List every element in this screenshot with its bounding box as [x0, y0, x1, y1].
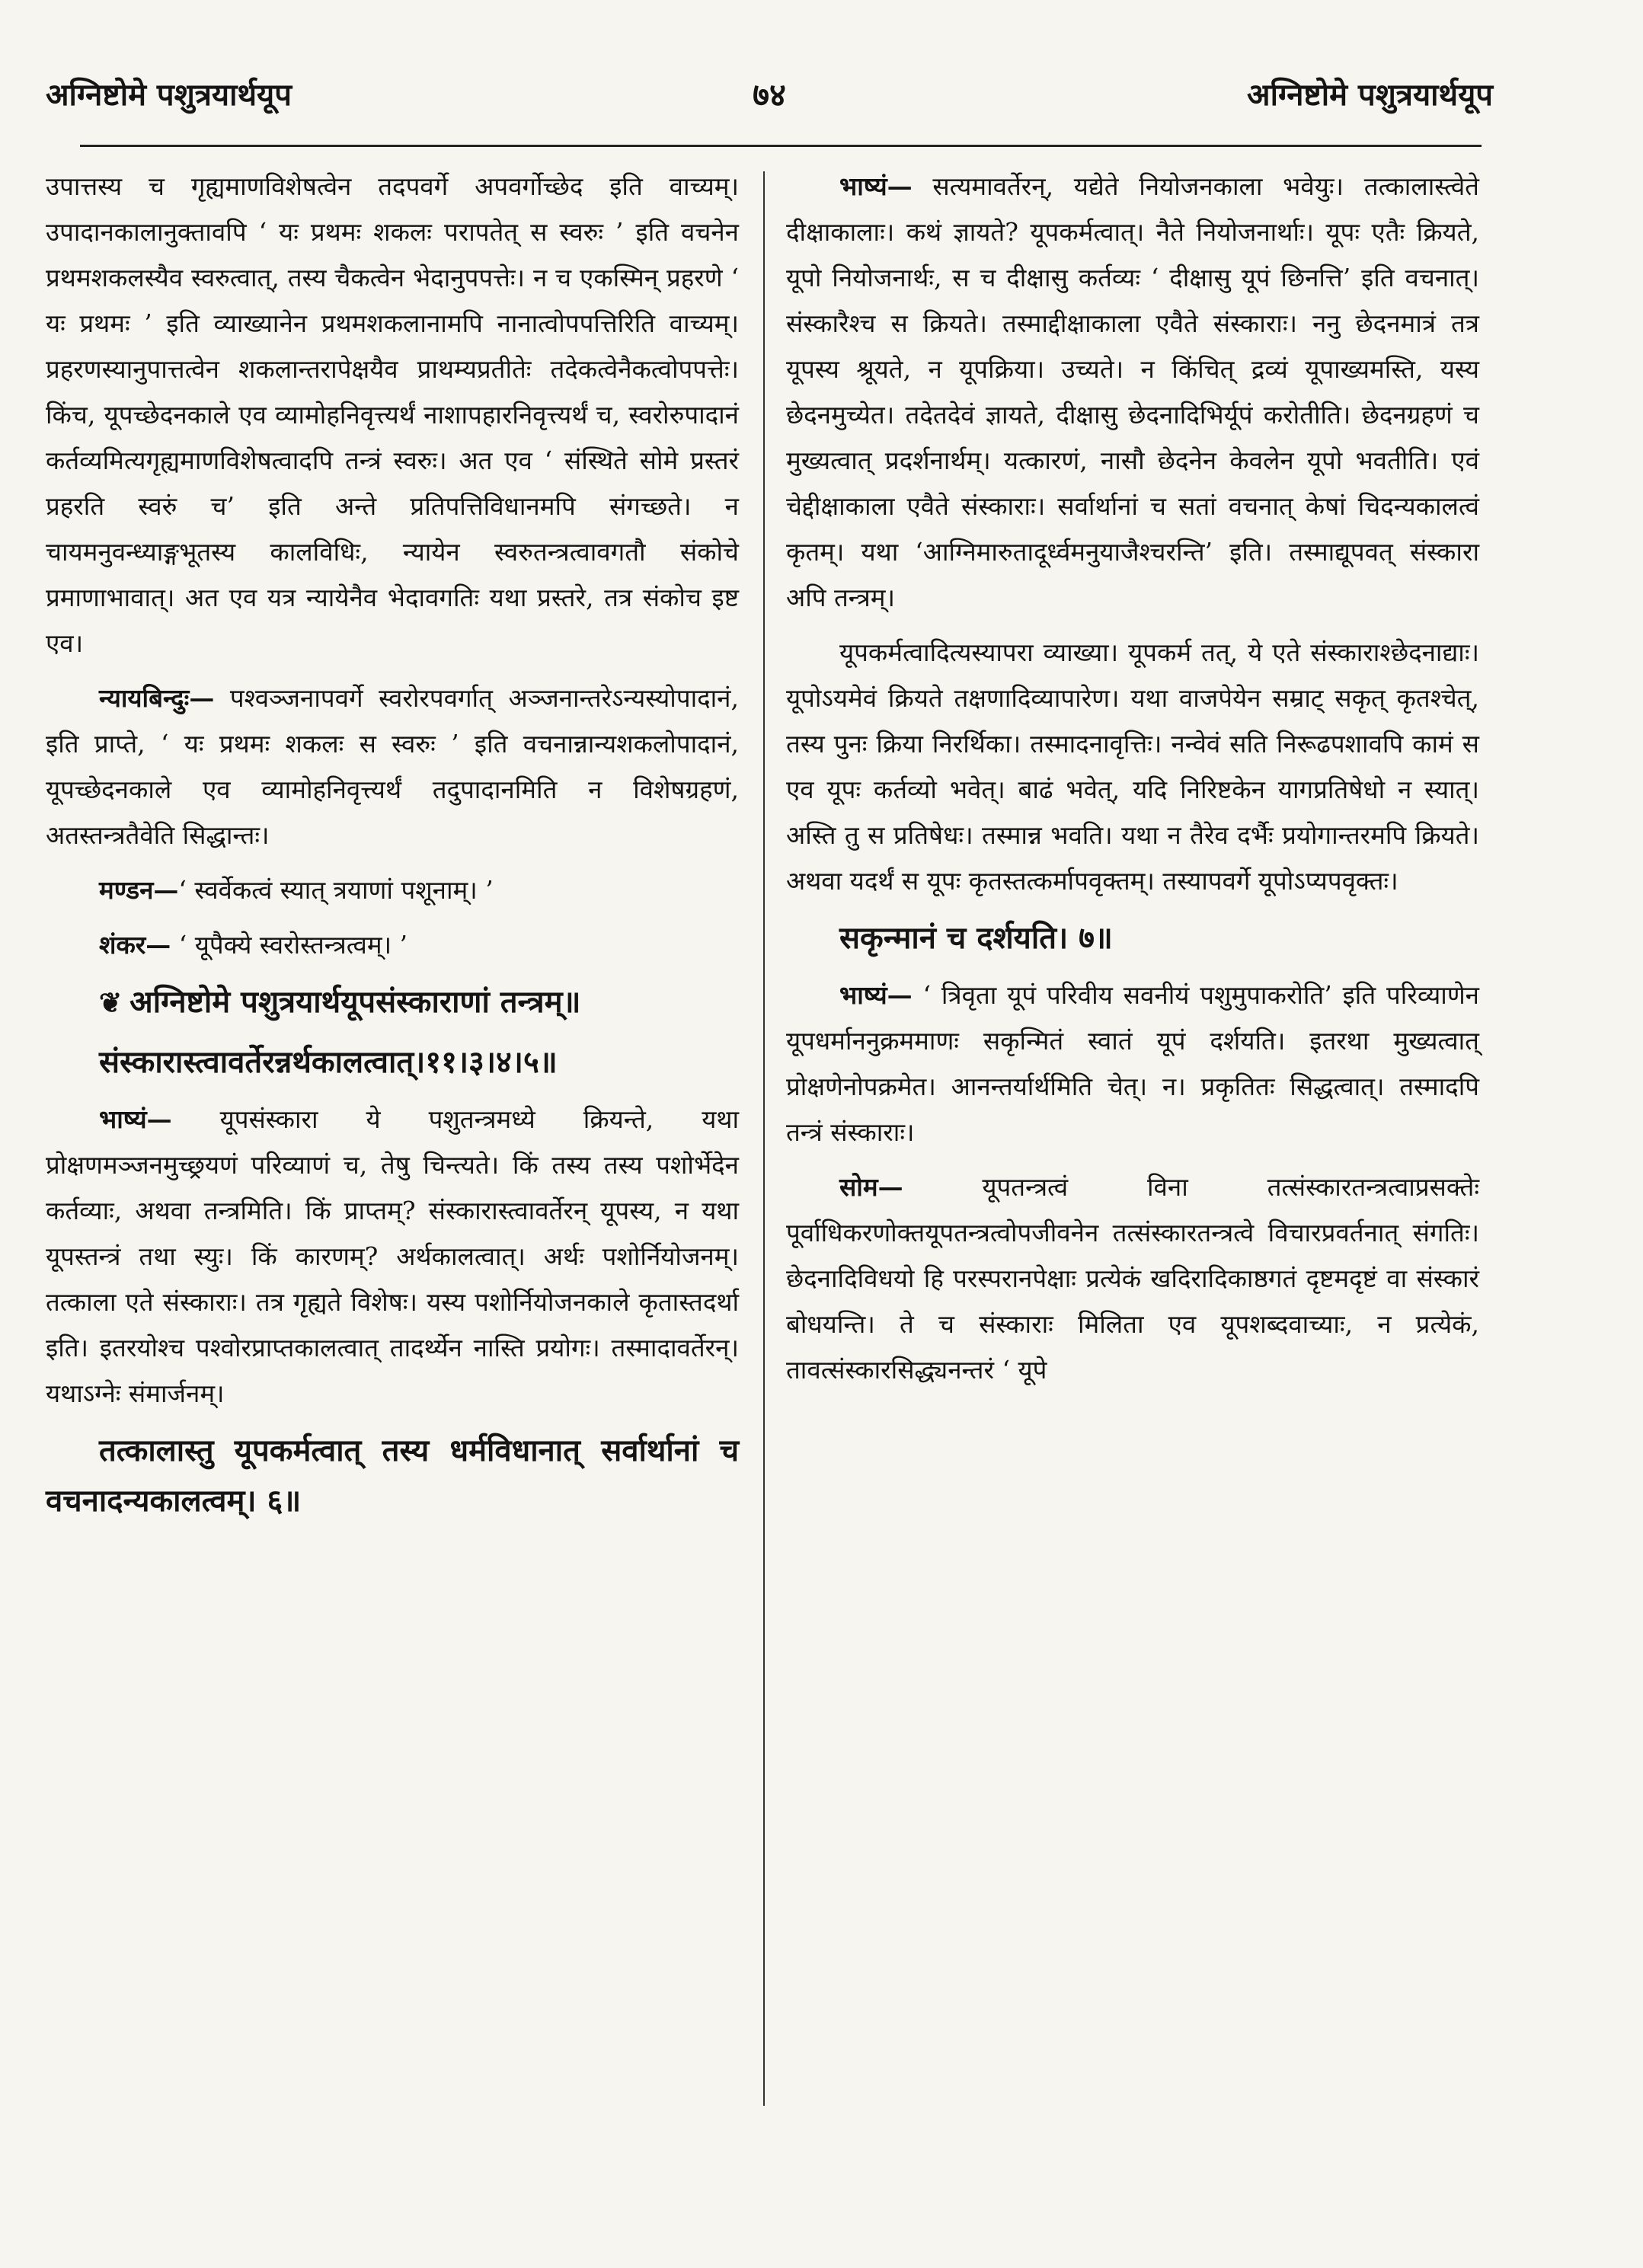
soma-paragraph	[786, 1164, 1479, 1393]
nyayabindu-text: पश्वञ्जनापवर्गे स्वरोरपवर्गात् अञ्जनान्तरेऽन्यस्योपादानं, इति प्राप्ते, ‘ यः प्रथमः शकलः स स्वरुः ’ इति वचनान्नान्यशकलोपादानं, यूपच्छेदनकाले एव व्यामोहनिवृत्त्यर्थं तदुपादानमिति न विशेषग्रहणं, अतस्तन्त्रतैवेति सिद्धान्तः।	[46, 683, 739, 850]
section-ornament-icon: ❦	[99, 987, 123, 1019]
right-column	[786, 164, 1479, 1402]
header-rule	[80, 145, 1482, 147]
header-left-title: अग्निष्टोमे पशुत्रयार्थयूप	[46, 77, 292, 113]
header-right-title: अग्निष्टोमे पशुत्रयार्थयूप	[1247, 77, 1493, 113]
mandana-paragraph	[46, 867, 739, 913]
adhikarana-title	[46, 977, 739, 1028]
shankara-paragraph	[46, 922, 739, 968]
shankara-label: शंकर—	[99, 930, 171, 960]
bhashya-6-text: सत्यमावर्तेरन्, यद्येते नियोजनकाला भवेयुः। तत्कालास्त्वेते दीक्षाकालाः। कथं ज्ञायते? यूपकर्मत्वात्। नैते नियोजनार्थाः। यूपः एतैः क्रियते, यूपो नियोजनार्थः, स च दीक्षासु कर्तव्यः ‘ दीक्षासु यूपं छिनत्ति’ इति वचनात्। संस्कारैश्च स क्रियते। तस्माद्दीक्षाकाला एवैते संस्काराः। ननु छेदनमात्रं तत्र यूपस्य श्रूयते, न यूपक्रिया। उच्यते। न किंचित् द्रव्यं यूपाख्यमस्ति, यस्य छेदनमुच्येत। तदेतदेवं ज्ञायते, दीक्षासु छेदनादिभिर्यूपं करोतीति। छेदनग्रहणं च मुख्यत्वात् प्रदर्शनार्थम्। यत्कारणं, नासौ छेदनेन केवलेन यूपो भवतीति। एवं चेद्दीक्षाकाला एवैते संस्काराः। सर्वार्थानां च सतां वचनात् केषां चिदन्यकालत्वं कृतम्। यथा ‘आग्निमारुतादूर्ध्वमनुयाजैश्चरन्ति’ इति। तस्माद्यूपवत् संस्कारा अपि तन्त्रम्।	[786, 171, 1479, 612]
bhashya-7-label: भाष्यं—	[839, 980, 913, 1010]
bhashya-7-paragraph	[786, 973, 1479, 1155]
shankara-text: ‘ यूपैक्ये स्वरोस्तन्त्रत्वम्। ’	[171, 930, 408, 960]
sutra-6: तत्कालास्तु यूपकर्मत्वात् तस्य धर्मविधानात् सर्वार्थानां च वचनादन्यकालत्वम्। ६॥	[46, 1433, 739, 1519]
bhashya-6-label: भाष्यं—	[839, 171, 913, 201]
left-paragraph-1: उपात्तस्य च गृह्यमाणविशेषत्वेन तदपवर्गे अपवर्गोच्छेद इति वाच्यम्। उपादानकालानुक्तावपि ‘ यः प्रथमः शकलः परापतेत् स स्वरुः ’ इति वचनेन प्रथमशकलस्यैव स्वरुत्वात्, तस्य चैकत्वेन भेदानुपपत्तेः। न च एकस्मिन् प्रहरणे ‘ यः प्रथमः ’ इति व्याख्यानेन प्रथमशकलानामपि नानात्वोपपत्तिरिति वाच्यम्। प्रहरणस्यानुपात्तत्वेन शकलान्तरापेक्षयैव प्राथम्यप्रतीतेः तदेकत्वेनैकत्वोपपत्तेः। किंच, यूपच्छेदनकाले एव व्यामोहनिवृत्त्यर्थं नाशापहारनिवृत्त्यर्थं च, स्वरोरुपादानं कर्तव्यमित्यगृह्यमाणविशेषत्वादपि तन्त्रं स्वरुः। अत एव ‘ संस्थिते सोमे प्रस्तरं प्रहरति स्वरुं च’ इति अन्ते प्रतिपत्तिविधानमपि संगच्छते। न चायमनुवन्ध्याङ्गभूतस्य कालविधिः, न्यायेन स्वरुतन्त्रत्वावगतौ संकोचे प्रमाणाभावात्। अत एव यत्र न्यायेनैव भेदावगतिः यथा प्रस्तरे, तत्र संकोच इष्ट एव।	[46, 171, 739, 658]
adhikarana-title-text: अग्निष्टोमे पशुत्रयार्थयूपसंस्काराणां तन्त्रम्॥	[129, 984, 581, 1020]
column-divider	[763, 171, 765, 2106]
mandana-text: ‘ स्वर्वेकत्वं स्यात् त्रयाणां पशूनाम्। ’	[178, 875, 494, 905]
page-number: ७४	[753, 76, 786, 113]
soma-label: सोम—	[839, 1172, 903, 1202]
nyayabindu-label: न्यायबिन्दुः—	[99, 683, 215, 713]
bhashya-5-label: भाष्यं—	[99, 1104, 172, 1134]
bhashya-5-text: यूपसंस्कारा ये पशुतन्त्रमध्ये क्रियन्ते, यथा प्रोक्षणमञ्जनमुच्छ्रयणं परिव्याणं च, तेषु चिन्त्यते। किं तस्य तस्य पशोर्भेदेन कर्तव्याः, अथवा तन्त्रमिति। किं प्राप्तम्? संस्कारास्त्वावर्तेरन् यूपस्य, न यथा यूपस्तन्त्रं तथा स्युः। किं कारणम्? अर्थकालत्वात्। अर्थः पशोर्नियोजनम्। तत्काला एते संस्काराः। तत्र गृह्यते विशेषः। यस्य पशोर्नियोजनकाले कृतास्तदर्था इति। इतरयोश्च पश्वोरप्राप्तकालत्वात् तादर्थ्येन नास्ति प्रयोगः। तस्मादावर्तेरन्। यथाऽग्नेः संमार्जनम्।	[46, 1104, 739, 1408]
soma-text: यूपतन्त्रत्वं विना तत्संस्कारतन्त्रत्वाप्रसक्तेः पूर्वाधिकरणोक्तयूपतन्त्रत्वोपजीवनेन तत्संस्कारतन्त्रत्वे विचारप्रवर्तनात् संगतिः। छेदनादिविधयो हि परस्परानपेक्षाः प्रत्येकं खदिरादिकाष्ठगतं दृष्टमदृष्टं वा संस्कारं बोधयन्ति। ते च संस्काराः मिलिता एव यूपशब्दवाच्याः, न प्रत्येकं, तावत्संस्कारसिद्ध्यनन्तरं ‘ यूपे	[786, 1172, 1479, 1385]
alternate-explanation-paragraph: यूपकर्मत्वादित्यस्यापरा व्याख्या। यूपकर्म तत्, ये एते संस्काराश्छेदनाद्याः। यूपोऽयमेवं क्रियते तक्षणादिव्यापारेण। यथा वाजपेयेन सम्राट् सकृत् कृतश्चेत्, तस्य पुनः क्रिया निरर्थिका। तस्मादनावृत्तिः। नन्वेवं सति निरूढपशावपि कामं स एव यूपः कर्तव्यो भवेत्। बाढं भवेत्, यदि निरिष्टकेन यागप्रतिषेधो न स्यात्। अस्ति तु स प्रतिषेधः। तस्मान्न भवति। यथा न तैरेव दर्भैः प्रयोगान्तरमपि क्रियते। अथवा यदर्थं स यूपः कृतस्तत्कर्मापवृक्तम्। तस्यापवर्गे यूपोऽप्यपवृक्तः।	[786, 637, 1479, 896]
bhashya-6-paragraph	[786, 164, 1479, 621]
nyayabindu-paragraph	[46, 676, 739, 858]
bhashya-5-paragraph	[46, 1097, 739, 1417]
running-header	[46, 72, 1493, 126]
sutra-5: संस्कारास्त्वावर्तेरन्नर्थकालत्वात्।११।३।४।५॥	[99, 1044, 558, 1080]
left-column	[46, 164, 739, 1535]
mandana-label: मण्डन—	[99, 875, 179, 905]
sutra-7: सकृन्मानं च दर्शयति। ७॥	[839, 920, 1113, 956]
bhashya-7-text: ‘ त्रिवृता यूपं परिवीय सवनीयं पशुमुपाकरोति’ इति परिव्याणेन यूपधर्माननुक्रममाणः सकृन्मितं स्वातं यूपं दर्शयति। इतरथा मुख्यत्वात् प्रोक्षणेनोपक्रमेत। आनन्तर्यार्थमिति चेत्। न। प्रकृतितः सिद्धत्वात्। तस्मादपि तन्त्रं संस्काराः।	[786, 980, 1479, 1147]
